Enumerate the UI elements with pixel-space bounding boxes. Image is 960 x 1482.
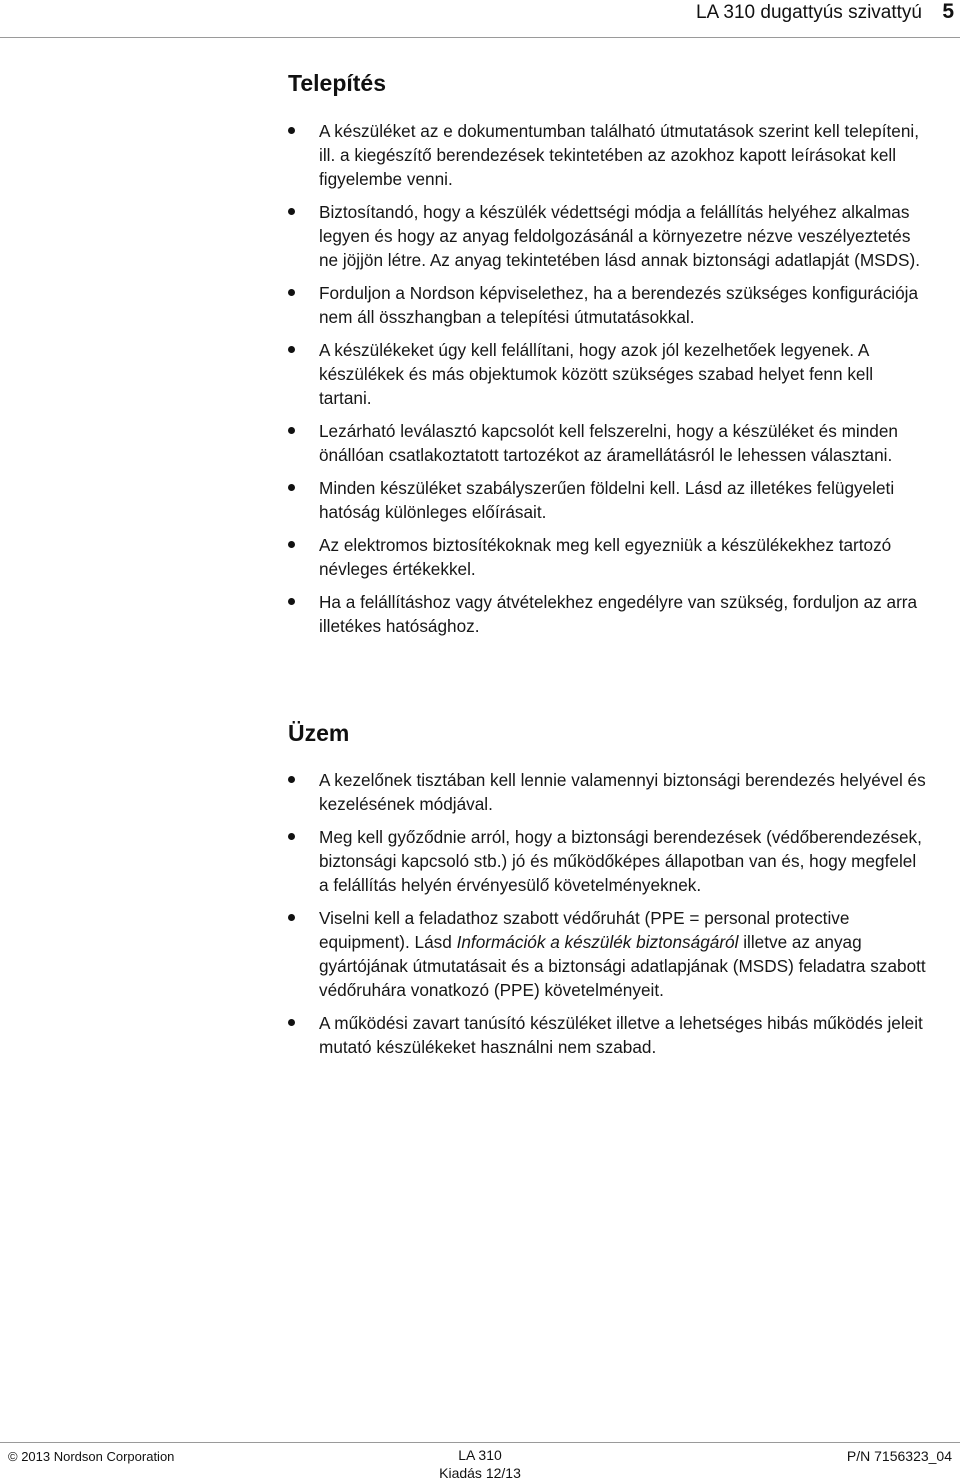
bullet-icon xyxy=(288,127,295,134)
bullet-icon xyxy=(288,776,295,783)
footer-divider xyxy=(0,1442,960,1443)
list-item: Meg kell győződnie arról, hogy a biztonsági berendezések (védőberendezések, biztonsági kapcsoló stb.) jó és működőképes állapotban van és, hogy megfelel a felállítás helyén érvényesülő követelményeknek. xyxy=(288,825,928,897)
list-item: Viselni kell a feladathoz szabott védőruhát (PPE = personal protective equipment). Lásd Információk a készülék biztonságáról illetve az anyag gyártójának útmutatásait és a biztonsági adatlapjának (MSDS) feladatra szabott védőruhára vonatkozó (PPE) követelményeit. xyxy=(288,906,928,1002)
bullet-icon xyxy=(288,208,295,215)
list-item: A működési zavart tanúsító készüléket illetve a lehetséges hibás működés jeleit mutató készülékeket használni nem szabad. xyxy=(288,1011,928,1059)
reference-link-text: Információk a készülék biztonságáról xyxy=(456,932,739,952)
operation-list xyxy=(288,768,928,1059)
bullet-icon xyxy=(288,484,295,491)
installation-heading: Telepítés xyxy=(288,70,386,96)
list-item: Minden készüléket szabályszerűen földelni kell. Lásd az illetékes felügyeleti hatóság különleges előírásait. xyxy=(288,476,928,524)
list-item: A készülékeket úgy kell felállítani, hogy azok jól kezelhetőek legyenek. A készülékek és más objektumok között szükséges szabad helyet fenn kell tartani. xyxy=(288,338,928,410)
bullet-icon xyxy=(288,289,295,296)
model-name: LA 310 xyxy=(458,1447,502,1463)
bullet-icon xyxy=(288,427,295,434)
footer-center xyxy=(420,1446,540,1482)
bullet-icon xyxy=(288,346,295,353)
list-item: Az elektromos biztosítékoknak meg kell egyezniük a készülékekhez tartozó névleges értékekkel. xyxy=(288,533,928,581)
bullet-icon xyxy=(288,1019,295,1026)
list-item: Forduljon a Nordson képviselethez, ha a berendezés szükséges konfigurációja nem áll összhangban a telepítési útmutatásokkal. xyxy=(288,281,928,329)
operation-section xyxy=(288,720,928,1068)
operation-heading: Üzem xyxy=(288,720,350,746)
header-title: LA 310 dugattyús szivattyú xyxy=(695,2,922,23)
list-item: Ha a felállításhoz vagy átvételekhez engedélyre van szükség, forduljon az arra illetékes hatósághoz. xyxy=(288,590,928,638)
edition: Kiadás 12/13 xyxy=(439,1465,521,1481)
copyright: © 2013 Nordson Corporation xyxy=(8,1449,175,1464)
list-item: A készüléket az e dokumentumban található útmutatások szerint kell telepíteni, ill. a kiegészítő berendezések tekintetében az azokhoz kapott leírásokat kell figyelembe venni. xyxy=(288,119,928,191)
page-number: 5 xyxy=(942,0,954,23)
bullet-icon xyxy=(288,541,295,548)
installation-list xyxy=(288,119,928,638)
bullet-icon xyxy=(288,914,295,921)
installation-section xyxy=(288,70,928,647)
list-item: Biztosítandó, hogy a készülék védettségi módja a felállítás helyéhez alkalmas legyen és hogy az anyag feldolgozásánál a környezetre nézve veszélyeztetés ne jöjjön létre. Az anyag tekintetében lásd annak biztonsági adatlapját (MSDS). xyxy=(288,200,928,272)
part-number: P/N 7156323_04 xyxy=(846,1448,952,1464)
list-item: Lezárható leválasztó kapcsolót kell felszerelni, hogy a készüléket és minden önállóan csatlakoztatott tartozékot az áramellátásról le lehessen választani. xyxy=(288,419,928,467)
bullet-icon xyxy=(288,833,295,840)
bullet-icon xyxy=(288,598,295,605)
list-item: A kezelőnek tisztában kell lennie valamennyi biztonsági berendezés helyével és kezelésének módjával. xyxy=(288,768,928,816)
header-divider xyxy=(0,37,960,38)
